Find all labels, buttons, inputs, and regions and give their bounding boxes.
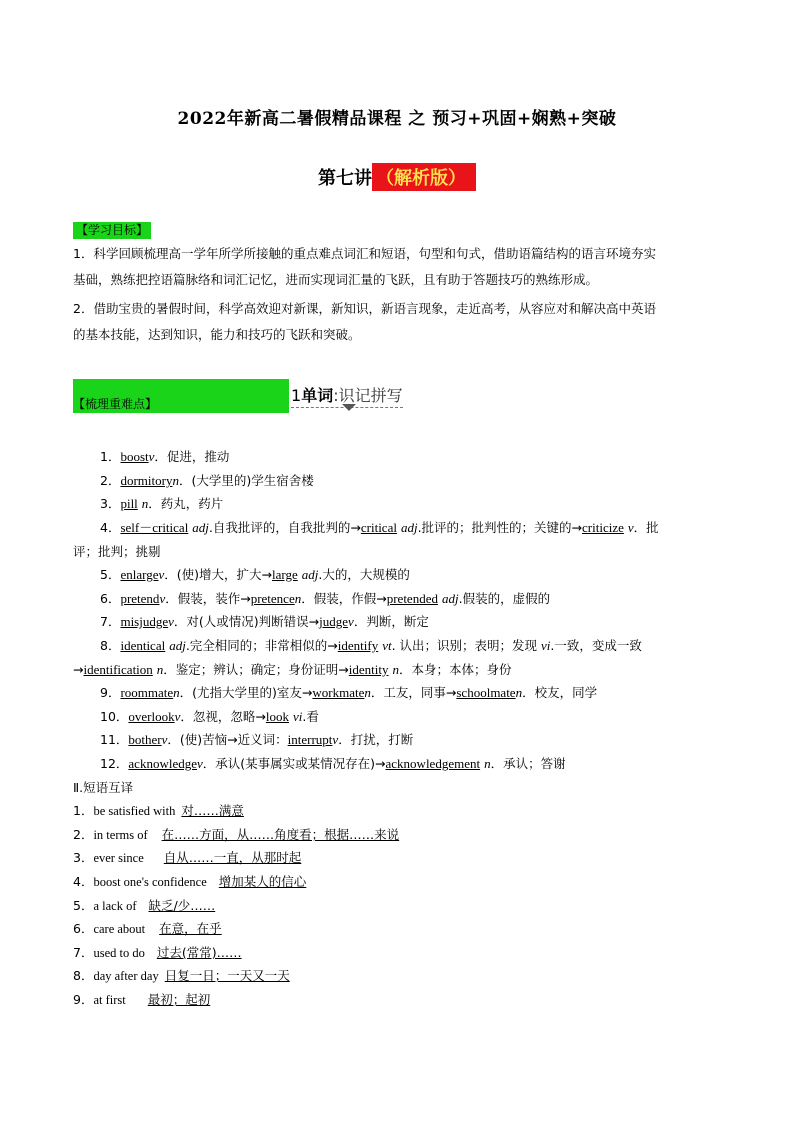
caret-down-icon xyxy=(342,404,356,411)
text-span: vi xyxy=(293,709,303,724)
heading-bold: 单词 xyxy=(301,386,334,405)
text-span: ．对(人或情况)判断错误→ xyxy=(173,614,320,629)
text-span: 4． xyxy=(100,520,121,535)
vocab-word: identical xyxy=(120,638,166,653)
phrase-item xyxy=(73,943,733,963)
text-span: ．假装，作假→ xyxy=(301,591,387,606)
phrase-item xyxy=(73,848,733,868)
vocab-word: self－critical xyxy=(120,520,189,535)
vocab-item-continuation xyxy=(73,542,733,562)
vocab-word: schoolmate xyxy=(456,685,516,700)
text-span: n xyxy=(515,685,523,700)
text-span: ．(大学里的)学生宿舍楼 xyxy=(178,473,314,488)
text-span: 在意，在乎 xyxy=(159,921,222,936)
goal-1-line-2: 基础，熟练把控语篇脉络和词汇记忆，进而实现词汇量的飞跃，且有助于答题技巧的熟练形成。 xyxy=(73,272,599,287)
vocab-word: enlarge xyxy=(120,567,159,582)
text-span: 9． xyxy=(73,992,94,1007)
vocab-word: large xyxy=(272,567,298,582)
text-span: 6． xyxy=(73,921,94,936)
vocab-item xyxy=(73,612,760,632)
vocab-word: pretended xyxy=(386,591,438,606)
text-span: adj xyxy=(400,520,418,535)
text-span: v xyxy=(159,591,166,606)
text-span: .大的，大规模的 xyxy=(318,567,410,582)
goal-2-line-2: 的基本技能，达到知识，能力和技巧的飞跃和突破。 xyxy=(73,327,361,342)
text-span: n xyxy=(392,662,399,677)
text-span: ．(使)苦恼→近义词： xyxy=(167,732,288,747)
vocab-item xyxy=(73,589,760,609)
text-span: boost one's confidence xyxy=(93,875,207,889)
vocab-word: interrupt xyxy=(287,732,333,747)
text-span: v xyxy=(627,520,634,535)
text-span: ．假装，装作→ xyxy=(165,591,251,606)
text-span: 7． xyxy=(100,614,121,629)
text-span: v xyxy=(148,449,155,464)
text-span: 日复一日；一天又一天 xyxy=(164,968,290,983)
text-span: ．(使)增大，扩大→ xyxy=(164,567,272,582)
text-span: 6． xyxy=(100,591,121,606)
goal-1-line-1: 1．科学回顾梳理高一学年所学所接触的重点难点词汇和短语，句型和句式，借助语篇结构的语言环境夯实 xyxy=(73,246,656,261)
vocab-word: workmate xyxy=(312,685,365,700)
learning-goals-tag: 【学习目标】 xyxy=(73,222,151,239)
text-span: 10． xyxy=(100,709,129,724)
text-span: .假装的，虚假的 xyxy=(458,591,551,606)
vocab-word: misjudge xyxy=(120,614,169,629)
text-span: 2． xyxy=(100,473,121,488)
text-span: ．药丸，药片 xyxy=(148,496,224,511)
text-span: 1． xyxy=(100,449,121,464)
text-span: 8． xyxy=(100,638,121,653)
text-span: 11． xyxy=(100,732,129,747)
phrase-item xyxy=(73,825,733,845)
text-span: 12． xyxy=(100,756,129,771)
vocab-item xyxy=(73,565,760,585)
vocab-word: boost xyxy=(120,449,149,464)
text-span: vt xyxy=(382,638,392,653)
text-span: 4． xyxy=(73,874,94,889)
vocab-word: acknowledgement xyxy=(385,756,481,771)
text-span: ．忽视，忽略→ xyxy=(180,709,266,724)
text-span: .看 xyxy=(302,709,319,724)
vocab-item xyxy=(73,707,760,727)
vocab-word: pretend xyxy=(120,591,160,606)
phrase-item xyxy=(73,872,733,892)
vocab-item xyxy=(73,683,760,703)
text-span: adj xyxy=(441,591,459,606)
vocab-word: overlook xyxy=(128,709,175,724)
text-span: ．承认(某事属实或某情况存在)→ xyxy=(202,756,386,771)
vocab-word: pill xyxy=(120,496,138,511)
text-span: ever since xyxy=(93,851,144,865)
phrase-item xyxy=(73,801,733,821)
text-span: 8． xyxy=(73,968,94,983)
text-span: 对……满意 xyxy=(181,803,244,818)
text-span: 2． xyxy=(73,827,94,842)
phrase-item xyxy=(73,990,733,1010)
vocab-word: criticize xyxy=(582,520,624,535)
text-span: 增加某人的信心 xyxy=(218,874,307,889)
vocab-word: pretence xyxy=(250,591,295,606)
text-span: .自我批评的，自我批判的→ xyxy=(208,520,361,535)
vocab-item xyxy=(73,518,760,538)
vocab-word: dormitory xyxy=(120,473,173,488)
phrases-heading: Ⅱ.短语互译 xyxy=(73,780,134,795)
text-span: ．本身；本体；身份 xyxy=(398,662,512,677)
text-span: used to do xyxy=(93,946,145,960)
vocab-word: identity xyxy=(348,662,389,677)
heading-number: 1 xyxy=(291,386,302,405)
vocab-item xyxy=(73,636,760,656)
text-span: 在……方面，从……角度看；根据……来说 xyxy=(161,827,400,842)
text-span: 3． xyxy=(73,850,94,865)
phrase-item xyxy=(73,966,733,986)
text-span: . 认出；识别；表明；发现 xyxy=(391,638,542,653)
text-span: adj xyxy=(192,520,209,535)
lecture-number: 第七讲 xyxy=(318,168,372,189)
vocab-word: critical xyxy=(360,520,397,535)
text-span: v xyxy=(168,614,174,629)
text-span: a lack of xyxy=(93,899,137,913)
text-span: n xyxy=(172,473,179,488)
text-span: n xyxy=(484,756,491,771)
text-span: 9． xyxy=(100,685,121,700)
vocab-word: bother xyxy=(128,732,162,747)
vocab-word: identify xyxy=(337,638,379,653)
text-span: vi xyxy=(541,638,551,653)
text-span: in terms of xyxy=(93,828,148,842)
text-span: 1． xyxy=(73,803,94,818)
vocab-item xyxy=(73,471,760,491)
text-span: be satisfied with xyxy=(93,804,176,818)
vocab-word: identification xyxy=(83,662,153,677)
text-span: 5． xyxy=(73,898,94,913)
text-span: n xyxy=(173,685,180,700)
text-span: n xyxy=(294,591,302,606)
text-span: .一致，变成一致 xyxy=(550,638,642,653)
vocab-word: judge xyxy=(319,614,349,629)
text-span: ．(尤指大学里的)室友→ xyxy=(179,685,313,700)
text-span: 3． xyxy=(100,496,121,511)
vocab-word: roommate xyxy=(120,685,174,700)
vocab-item xyxy=(73,754,760,774)
text-span: 过去(常常)…… xyxy=(156,945,242,960)
vocab-item-continuation xyxy=(73,660,733,680)
vocab-item xyxy=(73,447,760,467)
text-span: 自从……一直，从那时起 xyxy=(163,850,302,865)
lecture-heading xyxy=(0,163,794,191)
text-span: ．判断，断定 xyxy=(353,614,429,629)
goal-paragraph-1 xyxy=(73,241,723,293)
text-span: ．工友，同事→ xyxy=(370,685,457,700)
text-span: ．承认；答谢 xyxy=(490,756,566,771)
heading-subtitle: :识记拼写 xyxy=(333,386,403,405)
phrase-item xyxy=(73,919,733,939)
text-span: .批评的；批判性的；关键的→ xyxy=(417,520,583,535)
text-span: v xyxy=(161,732,168,747)
text-span: 评；批判；挑剔 xyxy=(73,544,161,559)
text-span: 7． xyxy=(73,945,94,960)
text-span: 最初；起初 xyxy=(147,992,211,1007)
text-span: n xyxy=(156,662,164,677)
text-span: n xyxy=(364,685,371,700)
answer-version-badge: （解析版） xyxy=(372,163,476,191)
goal-paragraph-2 xyxy=(73,296,723,348)
vocab-word: look xyxy=(265,709,290,724)
phrase-item xyxy=(73,896,733,916)
goal-2-line-1: 2．借助宝贵的暑假时间，科学高效迎对新课，新知识，新语言现象，走近高考，从容应对和解决高中英语 xyxy=(73,301,656,316)
vocab-word: acknowledge xyxy=(128,756,197,771)
text-span: v xyxy=(348,614,354,629)
text-span: day after day xyxy=(93,969,159,983)
text-span: v xyxy=(174,709,181,724)
text-span: care about xyxy=(93,922,146,936)
key-points-tag xyxy=(73,379,289,413)
text-span: adj xyxy=(301,567,319,582)
text-span: ．打扰，打断 xyxy=(338,732,414,747)
text-span: ．校友，同学 xyxy=(522,685,598,700)
text-span: ．促进，推动 xyxy=(154,449,230,464)
text-span: 5． xyxy=(100,567,121,582)
vocab-item xyxy=(73,730,760,750)
key-points-tag-label: 【梳理重难点】 xyxy=(73,397,158,411)
text-span: .完全相同的；非常相似的→ xyxy=(185,638,338,653)
text-span: adj xyxy=(169,638,186,653)
document-title: 2022年新高二暑假精品课程 之 预习+巩固+娴熟+突破 xyxy=(177,109,617,129)
text-span: ．批 xyxy=(633,520,659,535)
vocab-item xyxy=(73,494,760,514)
text-span: n xyxy=(141,496,149,511)
text-span: 缺乏/少…… xyxy=(148,898,216,913)
text-span: v xyxy=(197,756,203,771)
text-span: v xyxy=(158,567,165,582)
text-span: ．鉴定；辨认；确定；身份证明→ xyxy=(163,662,349,677)
text-span: at first xyxy=(93,993,126,1007)
text-span: → xyxy=(73,662,84,677)
text-span: v xyxy=(332,732,339,747)
